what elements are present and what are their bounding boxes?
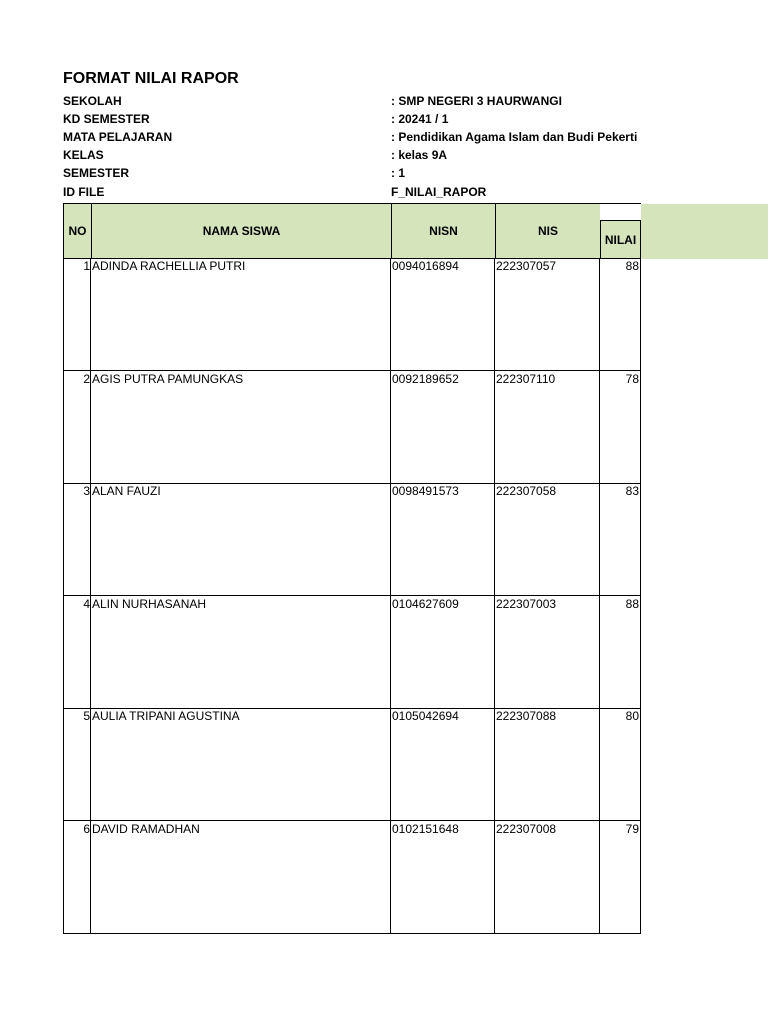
document-title: FORMAT NILAI RAPOR [63, 70, 239, 87]
row-no: 5 [83, 709, 90, 723]
row-nisn: 0098491573 [392, 484, 459, 498]
header-nis: NIS [495, 203, 601, 259]
header-nilai: NILAI [600, 220, 641, 259]
row-nilai: 80 [625, 709, 639, 723]
meta-value-kd-semester: : 20241 / 1 [391, 112, 449, 126]
meta-label-kelas: KELAS [63, 148, 104, 162]
row-nisn: 0104627609 [392, 597, 459, 611]
meta-value-mata-pelajaran: : Pendidikan Agama Islam dan Budi Pekerti [391, 130, 638, 144]
meta-value-kelas: : kelas 9A [391, 148, 448, 162]
row-nisn: 0092189652 [392, 372, 459, 386]
row-nisn: 0094016894 [392, 259, 459, 273]
row-nisn: 0105042694 [392, 709, 459, 723]
row-nilai: 78 [625, 372, 639, 386]
row-nama: ALAN FAUZI [92, 484, 161, 498]
column-divider [390, 258, 391, 934]
row-nama: DAVID RAMADHAN [92, 822, 200, 836]
meta-value-id-file: F_NILAI_RAPOR [391, 185, 487, 199]
row-nilai: 83 [625, 484, 639, 498]
row-no: 2 [83, 372, 90, 386]
row-nilai: 88 [625, 597, 639, 611]
header-nama-siswa: NAMA SISWA [91, 203, 392, 259]
meta-label-kd-semester: KD SEMESTER [63, 112, 150, 126]
row-nis: 222307057 [496, 259, 557, 273]
meta-label-mata-pelajaran: MATA PELAJARAN [63, 130, 173, 144]
row-nis: 222307008 [496, 822, 557, 836]
row-no: 6 [83, 822, 90, 836]
row-no: 3 [83, 484, 90, 498]
meta-value-sekolah: : SMP NEGERI 3 HAURWANGI [391, 94, 562, 108]
row-nis: 222307003 [496, 597, 557, 611]
row-divider [63, 820, 641, 821]
row-nama: AULIA TRIPANI AGUSTINA [92, 709, 240, 723]
meta-label-id-file: ID FILE [63, 185, 105, 199]
row-divider [63, 370, 641, 371]
row-nilai: 88 [625, 259, 639, 273]
column-divider [494, 258, 495, 934]
row-nis: 222307088 [496, 709, 557, 723]
row-nama: ALIN NURHASANAH [92, 597, 207, 611]
row-nis: 222307110 [496, 372, 556, 386]
meta-value-semester: : 1 [391, 166, 406, 180]
header-no: NO [63, 203, 92, 259]
row-no: 1 [83, 259, 90, 273]
column-divider [90, 258, 91, 934]
header-nilai-group [600, 203, 641, 221]
row-nilai: 79 [625, 822, 639, 836]
meta-label-sekolah: SEKOLAH [63, 94, 122, 108]
header-fill-extension [641, 204, 768, 259]
row-nis: 222307058 [496, 484, 557, 498]
header-nisn: NISN [391, 203, 496, 259]
row-divider [63, 595, 641, 596]
row-no: 4 [83, 597, 90, 611]
row-nisn: 0102151648 [392, 822, 459, 836]
row-nama: ADINDA RACHELLIA PUTRI [92, 259, 246, 273]
meta-label-semester: SEMESTER [63, 166, 130, 180]
row-nama: AGIS PUTRA PAMUNGKAS [92, 372, 244, 386]
